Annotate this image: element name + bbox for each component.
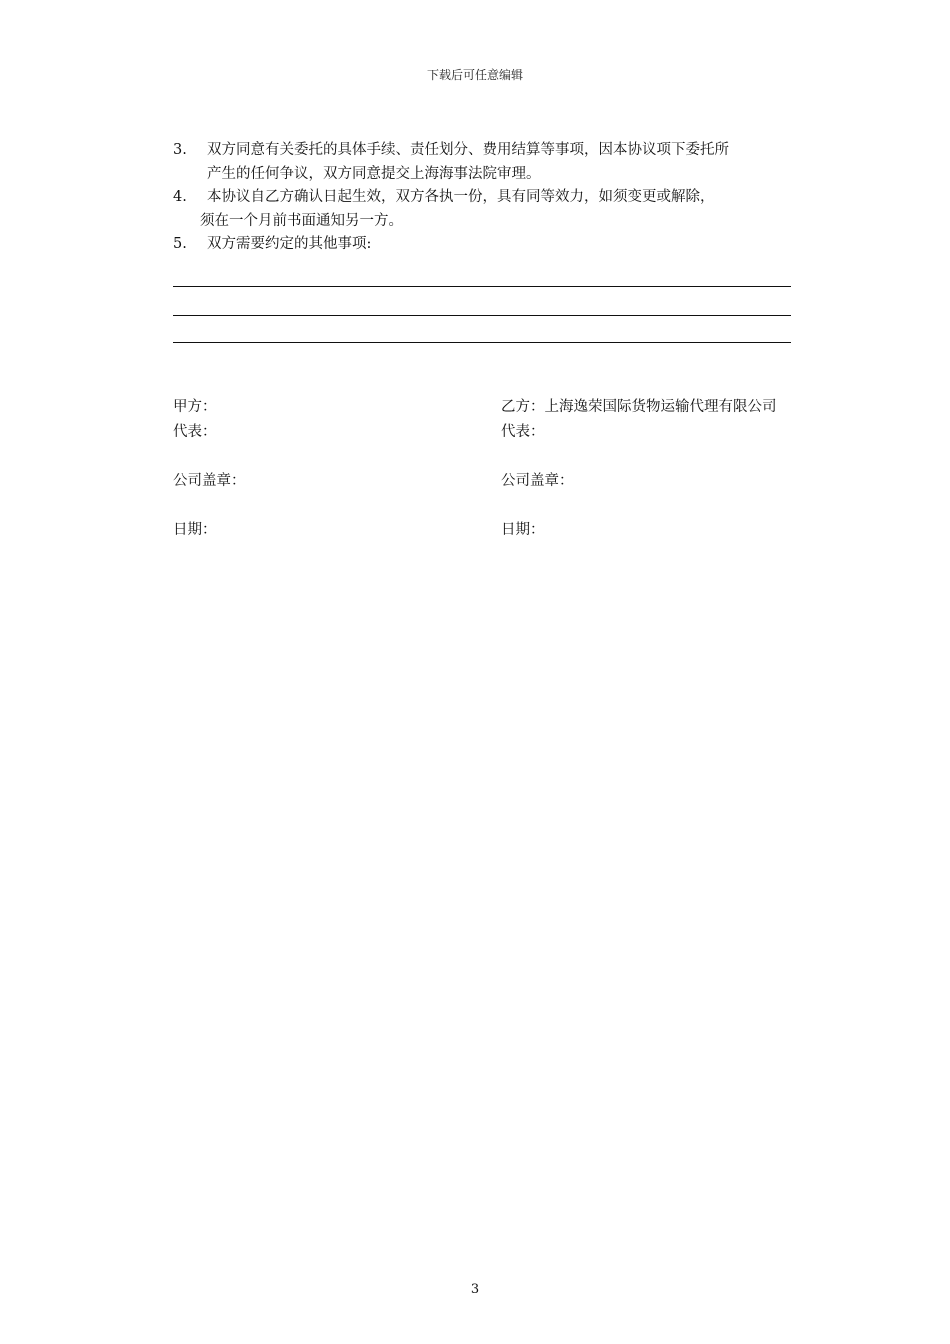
clause-3 [173, 139, 833, 186]
party-a-rep-label: 代表： [173, 424, 217, 440]
clause-4 [173, 186, 833, 233]
clause-number: 3. [173, 142, 187, 158]
page-header: 下载后可任意编辑 [426, 68, 523, 82]
clause-number: 4. [173, 189, 187, 205]
blank-line-2 [173, 315, 791, 316]
clause-text-line1: 双方同意有关委托的具体手续、责任划分、费用结算等事项，因本协议项下委托所 [207, 142, 729, 158]
clause-text-line2: 须在一个月前书面通知另一方。 [200, 212, 403, 229]
clause-text-line1: 本协议自乙方确认日起生效，双方各执一份，具有同等效力，如须变更或解除， [207, 189, 715, 205]
clause-list [173, 139, 833, 257]
party-b-label: 乙方：上海逸荣国际货物运输代理有限公司 [501, 399, 777, 415]
blank-line-3 [173, 342, 791, 343]
party-b-seal-label: 公司盖章： [501, 473, 574, 489]
party-a-date-label: 日期： [173, 522, 217, 538]
party-a-label: 甲方： [173, 399, 217, 415]
clause-text-line2: 产生的任何争议，双方同意提交上海海事法院审理。 [207, 165, 541, 182]
party-b-rep-label: 代表： [501, 424, 545, 440]
page-number: 3 [470, 1282, 480, 1297]
clause-5 [173, 233, 833, 257]
blank-line-1 [173, 286, 791, 287]
party-b-date-label: 日期： [501, 522, 545, 538]
clause-text-line1: 双方需要约定的其他事项: [207, 236, 372, 252]
party-a-seal-label: 公司盖章： [173, 473, 246, 489]
clause-number: 5. [173, 236, 187, 252]
